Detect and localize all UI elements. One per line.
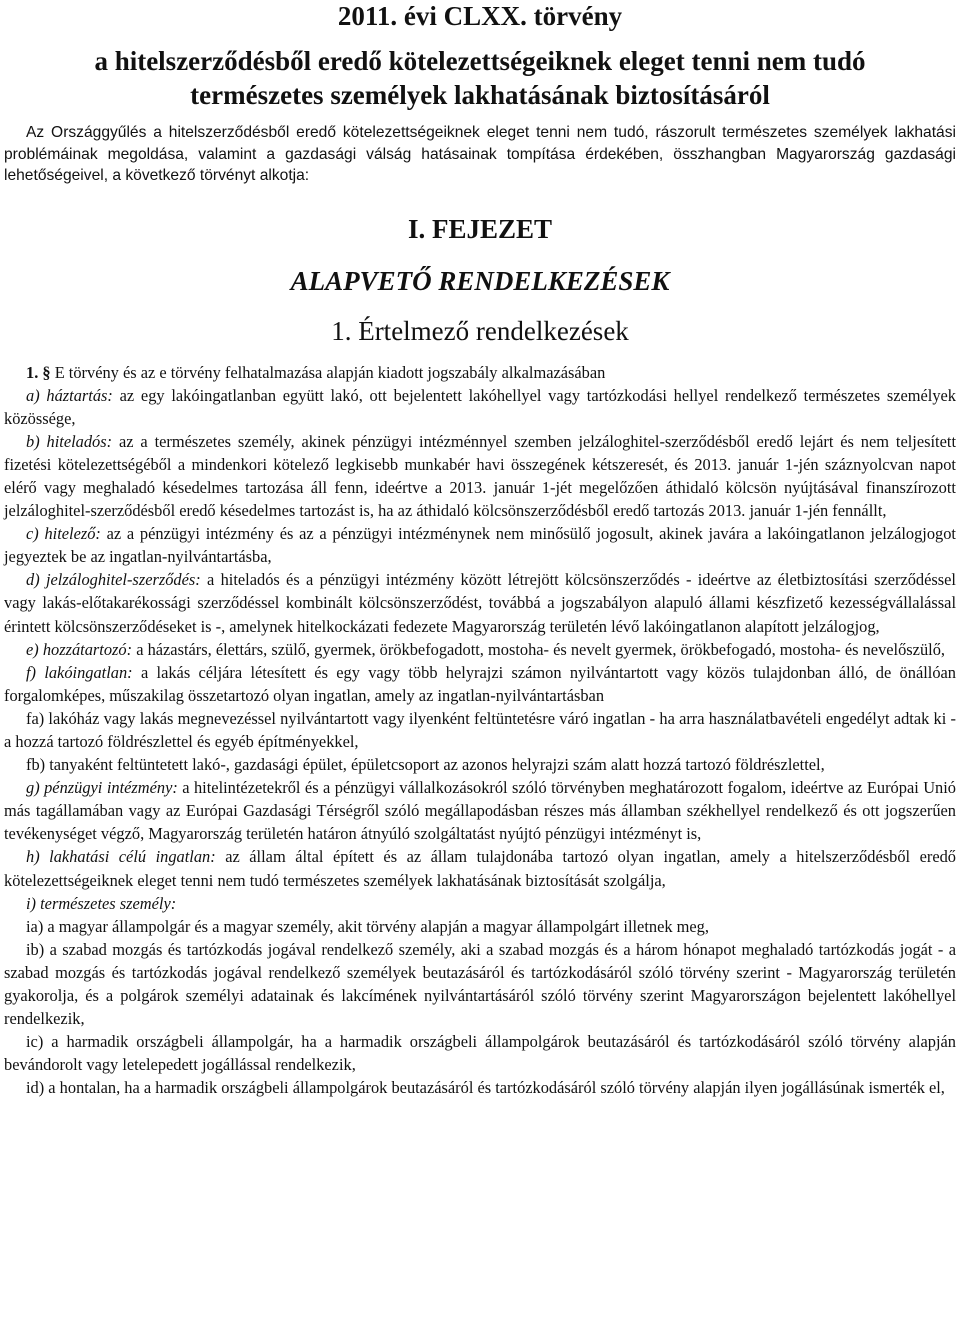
definition-text: az egy lakóingatlanban együtt lakó, ott bejelentett lakóhellyel vagy tartózkodási hellyel rendelkező természetes személyek közössége,: [4, 385, 957, 428]
definition-id: [4, 1076, 956, 1099]
definition-label: e) hozzátartozó:: [26, 639, 133, 659]
definition-text: ic) a harmadik országbeli állampolgár, ha a harmadik országbeli állampolgárok beutazásáról és tartózkodásáról szóló törvény alapján bevándorolt vagy letelepedett jogállással rendelkezik,: [4, 1032, 956, 1075]
paragraph-text: E törvény és az e törvény felhatalmazása alapján kiadott jogszabály alkalmazásában: [50, 362, 606, 382]
definition-i: [4, 892, 956, 915]
chapter-heading: I. FEJEZET: [407, 213, 553, 244]
definition-label: i) természetes személy:: [26, 893, 177, 913]
paragraph-number: 1. §: [26, 362, 51, 382]
definition-h: [4, 845, 956, 891]
definition-text: fb) tanyaként feltüntetett lakó-, gazdasági épület, épületcsoport az azonos helyrajzi szám alatt hozzá tartozó földrészlettel,: [26, 755, 825, 775]
definition-label: f) lakóingatlan:: [26, 662, 133, 682]
definition-label: g) pénzügyi intézmény:: [26, 778, 178, 798]
definition-a: [4, 384, 956, 430]
definition-text: id) a hontalan, ha a harmadik országbeli állampolgárok beutazásáról és tartózkodásáról szóló törvény alapján ilyen jogállásúnak ismerték el,: [26, 1078, 945, 1098]
definition-fb: [4, 753, 956, 776]
law-subtitle-line-2: természetes személyek lakhatásának biztosításáról: [190, 80, 770, 110]
definition-fa: [4, 707, 956, 753]
definition-text: fa) lakóház vagy lakás megnevezéssel nyilvántartott vagy ilyenként feltüntetésre váró ingatlan - ha arra használatbavételi engedélyt adtak ki - a hozzá tartozó földrészlettel és egyéb építményekkel,: [4, 708, 956, 751]
definition-ib: [4, 938, 956, 1030]
definition-text: ib) a szabad mozgás és tartózkodás jogával rendelkező személy, aki a szabad mozgás és a három hónapot meghaladó tartózkodás jogát - a szabad mozgás és tartózkodás jogával rendelkező személyek beutazásáról és tartózkodásáról szóló törvény szerint - Magyarország területén gyakorolja, és a polgárok személyi adatainak és lakcímének nyilvántartásáról szóló törvény szerint Magyarországon bejelentett lakóhellyel rendelkezik,: [4, 939, 956, 1029]
definition-label: a) háztartás:: [26, 385, 113, 405]
definition-text: az a természetes személy, akinek pénzügyi intézménnyel szemben jelzáloghitel-szerződésből eredő lejárt és nem teljesített fizetési kötelezettségéből a mindenkori kötelező legkisebb munkabér havi összegének kétszeresét, és 2013. január 1-jén száznyolcvan napot elérő vagy meghaladó késedelmes tartozása áll fenn, ideértve a 2013. január 1-jét megelőzően áthidaló kölcsön nyújtásával finanszírozott jelzáloghitel-szerződésből eredő késedelmes tartozást is, ha az áthidaló kölcsönszerződésből eredő tartozás 2013. január 1-jén fennállt,: [4, 431, 956, 521]
paragraph-1: [4, 361, 956, 384]
definition-ic: [4, 1030, 956, 1076]
definition-g: [4, 776, 956, 845]
section-body: [4, 361, 956, 1100]
definition-text: ia) a magyar állampolgár és a magyar személy, akit törvény alapján a magyar állampolgárt illetnek meg,: [26, 916, 709, 936]
definition-label: c) hitelező:: [26, 524, 101, 544]
definition-label: h) lakhatási célú ingatlan:: [26, 847, 216, 867]
definition-text: a hitelintézetekről és a pénzügyi vállalkozásokról szóló törvényben meghatározott fogalom, ideértve az Európai Unió más tagállamában vagy az Európai Gazdasági Térségről szóló megállapodásban részes más államban székhellyel rendelkező és ott jogszerűen tevékenységet végző, Magyarország területén határon átnyúló szolgáltatást nyújtó pénzügyi intézményt is,: [4, 778, 956, 844]
definition-text: az a pénzügyi intézmény és az a pénzügyi intézménynek nem minősülő jogosult, akinek javára a lakóingatlanon jelzálogjogot jegyeztek be az ingatlan-nyilvántartásba,: [4, 524, 956, 567]
preamble: Az Országgyűlés a hitelszerződésből eredő kötelezettségeiknek eleget tenni nem tudó, rászorult természetes személyek lakhatási problémáinak megoldása, valamint a gazdasági válság hatásainak tompítása érdekében, összhangban Magyarország gazdasági lehetőségeivel, a következő törvényt alkotja:: [4, 124, 956, 184]
definition-label: d) jelzáloghitel-szerződés:: [26, 570, 201, 590]
definition-e: [4, 638, 956, 661]
definition-b: [4, 430, 956, 522]
section-title: 1. Értelmező rendelkezések: [331, 315, 629, 346]
law-title: 2011. évi CLXX. törvény: [337, 1, 623, 31]
definition-text: a házastárs, élettárs, szülő, gyermek, örökbefogadott, mostoha- és nevelt gyermek, örökbefogadó, mostoha- és nevelőszülő,: [132, 639, 945, 659]
chapter-subtitle: ALAPVETŐ RENDELKEZÉSEK: [290, 265, 670, 296]
law-subtitle-line-1: a hitelszerződésből eredő kötelezettségeiknek eleget tenni nem tudó: [94, 46, 866, 76]
definition-text: az állam által épített és az állam tulajdonába tartozó olyan ingatlan, amely a hitelszerződésből eredő kötelezettségeiknek eleget tenni nem tudó természetes személyek lakhatásának biztosítását szolgálja,: [4, 847, 956, 890]
definition-ia: [4, 915, 956, 938]
definition-c: [4, 522, 956, 568]
definition-label: b) hiteladós:: [26, 431, 113, 451]
definition-d: [4, 568, 956, 637]
definition-text: a hiteladós és a pénzügyi intézmény között létrejött kölcsönszerződés - ideértve az életbiztosítási szerződéssel vagy lakás-előtakarékossági szerződéssel kombinált kölcsönszerződést, továbbá a jogszabályon alapuló állami készfizető kezességvállalással érintett kölcsönszerződéseket is -, amelynek hitelkockázati fedezete Magyarország területén lévő lakóingatlanon alapított jelzálogjog,: [4, 570, 956, 636]
law-subtitle: [4, 44, 956, 112]
definition-text: a lakás céljára létesített és egy vagy több helyrajzi számon nyilvántartott vagy közös tulajdonban álló, de önállóan forgalomképes, műszakilag összetartozó olyan ingatlan, amely az ingatlan-nyilvántartásban: [4, 662, 956, 705]
definition-f: [4, 661, 956, 707]
